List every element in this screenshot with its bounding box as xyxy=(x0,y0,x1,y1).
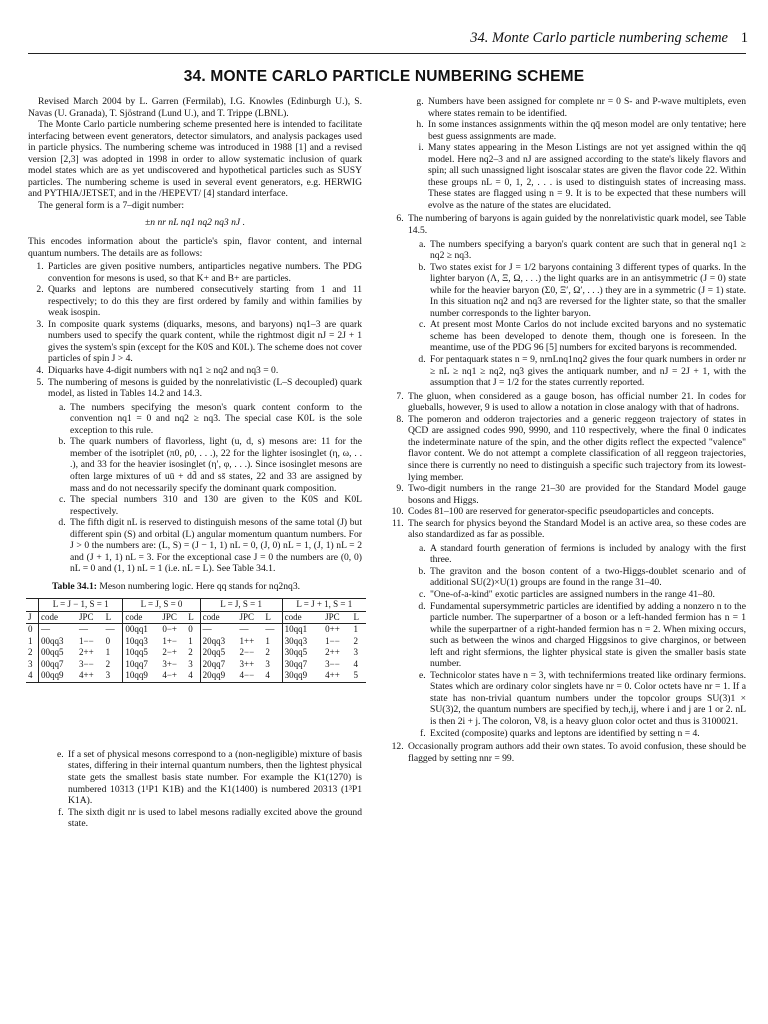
sub-item: a. The numbers specifying a baryon's quark content are such that in general nq1 ≥ nq2 ≥ nq3. xyxy=(428,239,746,262)
sub-item: a. A standard fourth generation of fermions is included by analogy with the first three. xyxy=(428,543,746,566)
rule-item: 9. Two-digit numbers in the range 21–30 are provided for the Standard Model gauge bosons and Higgs. xyxy=(406,483,746,506)
table-caption-label: Table 34.1: xyxy=(52,580,97,592)
cell-l: 1 xyxy=(265,635,270,646)
cell-j: 2 xyxy=(28,647,33,658)
cell-jpc: — xyxy=(79,624,89,635)
sub-item: i. Many states appearing in the Meson Listings are not yet assigned within the qq̄ model. Here nq2–3 and nJ are assigned according to the state's likely flavors and spin; all such unassigned light isoscalar states are given the flavor code 22. Within these groups nL = 0, 1, 2, . . . is used to distinguish states of increasing mass. These states are flagged using n = 9. It is to be expected that these numbers will evolve as the nature of the states are elucidated. xyxy=(426,142,746,211)
cell-l: 0 xyxy=(105,635,111,646)
cell-l: 2 xyxy=(265,647,270,658)
cell-jpc: 2−+ xyxy=(162,647,178,658)
rule-item-text: The numbering of mesons is guided by the nonrelativistic (L–S decoupled) quark model, as listed in Tables 14.2 and 14.3. xyxy=(48,376,362,400)
rule-item: 3. In composite quark systems (diquarks, mesons, and baryons) nq1–3 are quark numbers used to specify the quark content, while the rightmost digit nJ = 2J + 1 gives the system's spin (except for the K0S and K0L). The scheme does not cover particles of spin J > 4. xyxy=(46,319,362,365)
col-header-code: code xyxy=(123,611,160,624)
meson-subitems xyxy=(48,402,362,575)
table-row xyxy=(26,659,366,671)
table-caption xyxy=(52,581,362,593)
cell-jpc: 3++ xyxy=(239,658,255,669)
cell-code: 20qq5 xyxy=(200,647,237,659)
cell-l: 5 xyxy=(351,670,366,682)
table-group-label: L = J, S = 1 xyxy=(200,599,282,612)
table-row xyxy=(26,670,366,682)
col-header-jpc: JPC xyxy=(160,611,186,624)
bsm-subitems xyxy=(408,543,746,739)
cell-code: 20qq3 xyxy=(200,636,237,648)
cell-code: 10qq1 xyxy=(282,624,323,636)
intro-paragraph: The Monte Carlo particle numbering scheme presented here is intended to facilitate interfacing between event generators, detector simulators, and analysis packages used in particle physics. The numbering scheme was introduced in 1988 [1] and a revised version [2,3] was adopted in 1998 in order to allow systematic inclusion of quark model states which are as yet undiscovered and hypothetical particles such as SUSY particles. The numbering scheme is used in several event generators, e.g. HERWIG and PYTHIA/JETSET, and in the /HEPEVT/ [4] standard interface. xyxy=(28,119,362,200)
cell-j: 3 xyxy=(28,658,33,669)
cell-j: 0 xyxy=(28,624,33,635)
col-header-l: L xyxy=(186,611,200,624)
cell-jpc: 2++ xyxy=(325,647,340,658)
col-header-l: L xyxy=(351,611,366,624)
cell-l: 1 xyxy=(353,624,358,635)
cell-l: 2 xyxy=(353,635,358,646)
cell-l: 3 xyxy=(104,670,123,682)
table-body xyxy=(26,624,366,683)
cell-jpc: 1−− xyxy=(325,635,340,646)
cell-jpc: 1++ xyxy=(239,635,255,646)
sub-item: d. For pentaquark states n = 9, nrnLnq1nq2 gives the four quark numbers in order nr ≥ nL ≥ nq1 ≥ nq2, nq3 gives the antiquark number, and nJ = 2J + 1, with the assumption that J = 1/2 for the states currently reported. xyxy=(428,354,746,389)
cell-jpc: 3−− xyxy=(79,658,94,669)
rule-item xyxy=(406,518,746,739)
cell-l: — xyxy=(105,624,115,635)
rule-item: 1. Particles are given positive numbers, antiparticles negative numbers. The PDG convention for mesons is used, so that K+ and B+ are particles. xyxy=(46,261,362,284)
cell-code: 20qq9 xyxy=(200,670,237,682)
col-header-l: L xyxy=(104,611,123,624)
cell-l: 4 xyxy=(353,658,358,669)
sub-item: d. The fifth digit nL is reserved to distinguish mesons of the same total (J) but different spin (S) and orbital (L) angular momentum quantum numbers. For J > 0 the numbers are: (L, S) = (J − 1, 1) nL = 0, (J, 0) nL = 1, (J, 1) nL = 2 and (J + 1, 1) nL = 3. For the exceptional case J = 0 the numbers are (0, 0) nL = 0 and (1, 1) nL = 1 (i.e. nL = L). See Table 34.1. xyxy=(68,517,362,575)
cell-code: 10qq7 xyxy=(123,659,160,671)
table-group-label: L = J + 1, S = 1 xyxy=(282,599,366,612)
baryon-subitems xyxy=(408,239,746,389)
cell-j: 1 xyxy=(28,635,33,646)
cell-code: 30qq5 xyxy=(282,647,323,659)
page-number: 1 xyxy=(740,30,748,46)
cell-code: 00qq9 xyxy=(38,670,77,682)
table-group-header xyxy=(26,599,366,612)
sub-item: e. If a set of physical mesons correspond to a (non-negligible) mixture of basis states, differing in their internal quantum numbers, then the lightest physical state gets the smallest basis state number. For example the K1(1270) is numbered 10313 (1¹P1 K1B) and the K1(1400) is numbered 20313 (1³P1 K1A). xyxy=(66,749,362,807)
sub-item: c. At present most Monte Carlos do not include excited baryons and no systematic scheme has been developed to denote them, though one is foreseen. In the meantime, use of the PDG 96 [5] numbers for excited baryons is recommended. xyxy=(428,319,746,354)
cell-jpc: 4−− xyxy=(238,670,264,682)
sub-item: g. Numbers have been assigned for complete nr = 0 S- and P-wave multiplets, even where states remain to be identified. xyxy=(426,96,746,119)
header-rule xyxy=(28,53,746,54)
cell-l: 2 xyxy=(105,658,111,669)
rule-item: 12. Occasionally program authors add their own states. To avoid confusion, these should be flagged by setting nnr = 99. xyxy=(406,741,746,764)
sub-item: h. In some instances assignments within the qq̄ meson model are only tentative; here best guess assignments are made. xyxy=(426,119,746,142)
sub-item: c. The special numbers 310 and 130 are given to the K0S and K0L respectively. xyxy=(68,494,362,517)
cell-jpc: 1−− xyxy=(79,635,94,646)
cell-l: 4 xyxy=(263,670,282,682)
table-column-header xyxy=(26,611,366,624)
cell-jpc: 4++ xyxy=(323,670,351,682)
sub-item: e. Technicolor states have n = 3, with technifermions treated like ordinary fermions. States which are ordinary color singlets have nr = 0. Color octets have nr = 1. If a state has non-trivial quantum numbers under the topcolor groups SU(3)1 × SU(3)2, the quantum numbers are specified by tech,ij, where i and j are 1 or 2. nL is then 2i + j. The coloron, V8, is a heavy gluon color octet and thus is 3100021. xyxy=(428,670,746,728)
cell-j: 4 xyxy=(26,670,38,682)
cell-l: 1 xyxy=(105,647,111,658)
rule-item: 4. Diquarks have 4-digit numbers with nq1 ≥ nq2 and nq3 = 0. xyxy=(46,365,362,377)
table-caption-text: Meson numbering logic. Here qq stands for nq2nq3. xyxy=(99,580,301,592)
col-header-code: code xyxy=(38,611,77,624)
cell-l: 4 xyxy=(186,670,200,682)
col-header-code: code xyxy=(282,611,323,624)
rule-item: 8. The pomeron and odderon trajectories and a generic reggeon trajectory of states in QCD are assigned codes 990, 9990, and 110 respectively, where the final 0 indicates the indeterminate nature of the spin, and the other digits reflect the expected "valence" flavor content. We do not attempt a complete classification of all reggeon trajectories, since there is currently no need to distinguish a specific such trajectory from its lowest-lying member. xyxy=(406,414,746,483)
sub-item: b. Two states exist for J = 1/2 baryons containing 3 different types of quarks. In the lighter baryon (Λ, Ξ, Ω, . . .) the light quarks are in an antisymmetric (J = 0) state while for the heavier baryon (Σ0, Ξ′, Ω′, . . .) they are in a symmetric (J = 1) state. In this situation nq2 and nq3 are reversed for the lighter state, so that the smaller number corresponds to the lighter baryon. xyxy=(428,262,746,320)
cell-code: 10qq9 xyxy=(123,670,160,682)
cell-jpc: 4++ xyxy=(77,670,104,682)
rule-item: 10. Codes 81–100 are reserved for generator-specific pseudoparticles and concepts. xyxy=(406,506,746,518)
cell-l: 2 xyxy=(188,647,193,658)
sub-item: c. "One-of-a-kind" exotic particles are assigned numbers in the range 41–80. xyxy=(428,589,746,601)
cell-l: 0 xyxy=(188,624,193,635)
rule-item xyxy=(406,213,746,388)
rule-item-text: The search for physics beyond the Standard Model is an active area, so these codes are also standardized as far as possible. xyxy=(408,517,746,541)
rules-list-right xyxy=(388,213,746,764)
cell-jpc: — xyxy=(239,624,249,635)
cell-code: 10qq3 xyxy=(123,636,160,648)
cell-jpc: 2−− xyxy=(239,647,255,658)
rule-item xyxy=(46,377,362,575)
rule-item: 2. Quarks and leptons are numbered consecutively starting from 1 and 11 respectively; to do this they are first ordered by family and within families by weak isospin. xyxy=(46,284,362,319)
sub-item: b. The quark numbers of flavorless, light (u, d, s) mesons are: 11 for the member of the isotriplet (π0, ρ0, . . .), 22 for the lighter isosinglet (η, ω, . . .), and 33 for the heavier isosinglet (η′, φ, . . .). Since isosinglet mesons are often large mixtures of uū + dd̄ and ss̄ states, 22 and 33 are assigned by mass and do not necessarily specify the dominant quark composition. xyxy=(68,436,362,494)
table-group-label: L = J − 1, S = 1 xyxy=(38,599,122,612)
cell-l: — xyxy=(265,624,275,635)
left-column xyxy=(28,96,362,830)
section-title: 34. MONTE CARLO PARTICLE NUMBERING SCHEME xyxy=(183,68,585,85)
running-header xyxy=(28,30,748,48)
col-header-jpc: JPC xyxy=(323,611,351,624)
cell-l: 3 xyxy=(353,647,358,658)
col-header-jpc: JPC xyxy=(77,611,104,624)
running-title: 34. Monte Carlo particle numbering scheme xyxy=(470,30,728,46)
cell-jpc: 3−− xyxy=(325,658,340,669)
column-gap xyxy=(28,683,362,749)
sub-item: f. Excited (composite) quarks and leptons are identified by setting n = 4. xyxy=(428,728,746,740)
cell-code: 20qq7 xyxy=(200,659,237,671)
cell-code: 00qq7 xyxy=(38,659,77,671)
table-row xyxy=(26,624,366,636)
general-formula: ±n nr nL nq1 nq2 nq3 nJ . xyxy=(145,217,245,229)
meson-numbering-table xyxy=(26,598,366,683)
right-column xyxy=(388,96,746,764)
table-row xyxy=(26,647,366,659)
col-header-code: code xyxy=(200,611,237,624)
cell-jpc: 2++ xyxy=(79,647,94,658)
cell-l: 1 xyxy=(188,635,193,646)
sub-item: f. The sixth digit nr is used to label mesons radially excited above the ground state. xyxy=(66,807,362,830)
sub-item: d. Fundamental supersymmetric particles are identified by adding a nonzero n to the particle number. The superpartner of a boson or a left-handed fermion has n = 1 while the superpartner of a right-handed fermion has n = 2. When mixing occurs, such as between the winos and charged Higgsinos to give charginos, or between left and right sfermions, the lighter physical state is given the smaller basis state number. xyxy=(428,601,746,670)
cell-code: 00qq3 xyxy=(38,636,77,648)
cell-jpc: 1+− xyxy=(162,635,178,646)
cell-code: 30qq3 xyxy=(282,636,323,648)
col-header-l: L xyxy=(263,611,282,624)
general-form-text: The general form is a 7–digit number: xyxy=(38,199,184,211)
cell-code: 30qq9 xyxy=(282,670,323,682)
cell-code: — xyxy=(38,624,77,636)
table-group-label: L = J, S = 0 xyxy=(123,599,200,612)
cell-code: — xyxy=(200,624,237,636)
sub-item: b. The graviton and the boson content of a two-Higgs-doublet scenario and of additional SU(2)×U(1) groups are found in the range 31–40. xyxy=(428,566,746,589)
col-header-j: J xyxy=(26,611,38,624)
table-row xyxy=(26,636,366,648)
rules-list-left xyxy=(28,261,362,575)
cell-jpc: 0++ xyxy=(325,624,340,635)
cell-code: 00qq1 xyxy=(123,624,160,636)
cell-jpc: 3+− xyxy=(162,658,178,669)
revision-note: Revised March 2004 by L. Garren (Fermilab), I.G. Knowles (Edinburgh U.), S. Navas (U. Granada), T. Sjöstrand (Lund U.), and T. Trippe (LBNL). xyxy=(28,96,362,119)
cell-code: 00qq5 xyxy=(38,647,77,659)
cell-jpc: 4−+ xyxy=(160,670,186,682)
meson-subitems-continued xyxy=(28,749,362,830)
col-header-jpc: JPC xyxy=(238,611,264,624)
rule-item-text: The numbering of baryons is again guided by the nonrelativistic quark model, see Table 14.5. xyxy=(408,213,746,237)
cell-jpc: 0−+ xyxy=(162,624,178,635)
rule-item: 7. The gluon, when considered as a gauge boson, has official number 21. In codes for glueballs, however, 9 is used to allow a notation in close analogy with that of hadrons. xyxy=(406,391,746,414)
encodes-paragraph: This encodes information about the particle's spin, flavor content, and internal quantum numbers. The details are as follows: xyxy=(28,236,362,259)
sub-item: a. The numbers specifying the meson's quark content conform to the convention nq1 = 0 and nq2 ≥ nq3. The special case K0L is the sole exception to this rule. xyxy=(68,402,362,437)
meson-subitems-right xyxy=(388,96,746,211)
cell-l: 3 xyxy=(265,658,270,669)
cell-l: 3 xyxy=(188,658,193,669)
cell-code: 30qq7 xyxy=(282,659,323,671)
cell-code: 10qq5 xyxy=(123,647,160,659)
